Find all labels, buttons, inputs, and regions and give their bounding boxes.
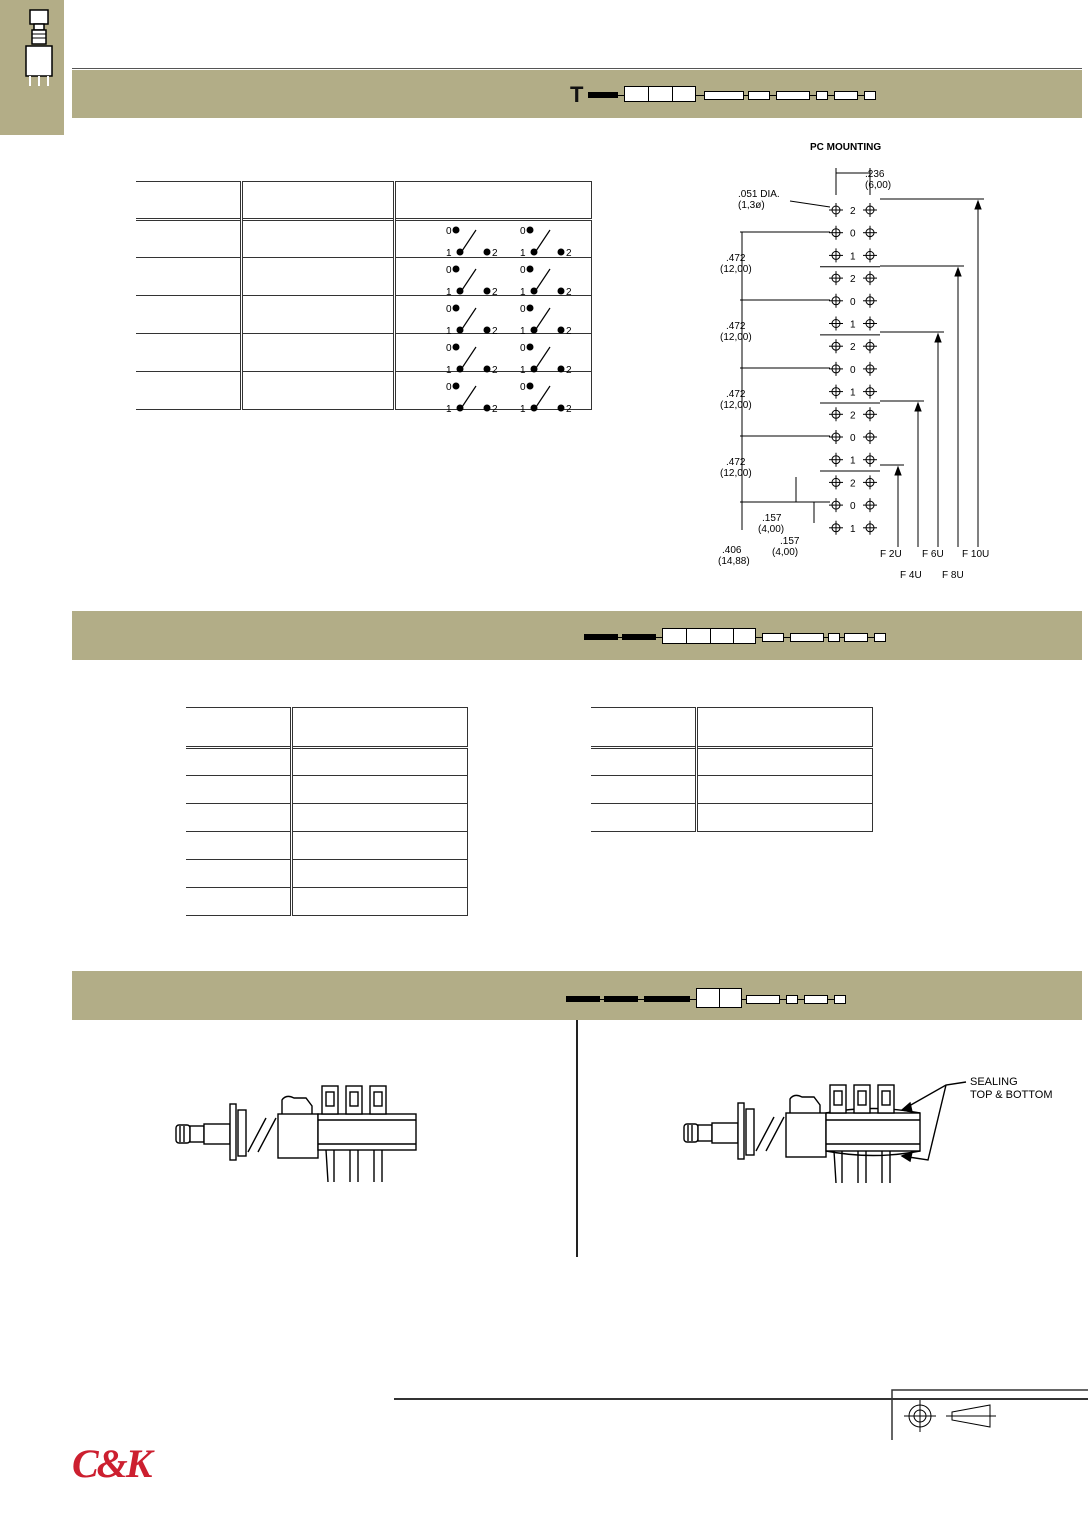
part-number-graphic-2: [584, 628, 894, 646]
pole-2-label: 2: [492, 404, 498, 415]
pin-label: 2: [850, 410, 856, 422]
f-label-10u: F 10U: [962, 549, 990, 560]
pole-0-label: 0: [520, 304, 526, 315]
table-row: [186, 888, 468, 916]
part-number-graphic-3: [566, 990, 856, 1008]
switch-arm: [462, 347, 476, 368]
pole-1-label: 1: [446, 365, 452, 376]
part-number-graphic-1: [570, 82, 890, 107]
contact-dot: [484, 366, 491, 373]
pin-label: 2: [850, 274, 856, 286]
pole-1-label: 1: [520, 365, 526, 376]
table-row: [186, 804, 468, 832]
dim-157-a-mm: (4,00): [758, 524, 785, 535]
pin-label: 0: [850, 296, 856, 308]
pin-label: 1: [850, 455, 856, 467]
dim-157-b: .157: [780, 536, 800, 547]
table-row: [591, 748, 873, 776]
contact-dot: [453, 344, 460, 351]
contact-dot: [558, 405, 565, 412]
dim-arrow: [895, 467, 901, 475]
pin-label: 2: [850, 342, 856, 354]
pin-label: 1: [850, 251, 856, 263]
contact-dot: [453, 227, 460, 234]
switch-arm: [536, 269, 550, 290]
dim-hole: .051 DIA.: [738, 189, 780, 200]
switch-arm: [462, 308, 476, 329]
pole-1-label: 1: [446, 287, 452, 298]
contact-dot: [531, 405, 538, 412]
pole-0-label: 0: [520, 226, 526, 237]
pin-label: 0: [850, 501, 856, 513]
table-row: [186, 860, 468, 888]
f-label-2u: F 2U: [880, 549, 902, 560]
contact-dot: [527, 305, 534, 312]
dim-157-b-mm: (4,00): [772, 547, 799, 558]
contact-dot: [457, 366, 464, 373]
column-divider: [576, 1020, 578, 1257]
switch-side-view-sealed: [680, 1060, 1088, 1190]
pole-1-label: 1: [520, 248, 526, 259]
contact-dot: [484, 405, 491, 412]
table-row: [186, 748, 468, 776]
pole-2-label: 2: [566, 287, 572, 298]
contact-dot: [527, 383, 534, 390]
pole-0-label: 0: [520, 343, 526, 354]
dim-arrow: [975, 201, 981, 209]
pole-1-label: 1: [520, 326, 526, 337]
pin-label: 0: [850, 364, 856, 376]
contact-dot: [558, 249, 565, 256]
pin-label: 0: [850, 228, 856, 240]
part-prefix: T: [570, 82, 584, 107]
dim-hole-mm: (1,3ø): [738, 200, 765, 211]
switch-arm: [536, 347, 550, 368]
contact-dot: [484, 249, 491, 256]
dim-pitch-mm: (6,00): [865, 180, 892, 191]
contact-dot: [457, 249, 464, 256]
table-row: [186, 776, 468, 804]
dim-472-d: .472: [726, 457, 746, 468]
pole-2-label: 2: [566, 326, 572, 337]
section-band-2: [72, 611, 1082, 660]
table-header-row: [591, 708, 873, 748]
contact-dot: [531, 327, 538, 334]
pole-2-label: 2: [492, 287, 498, 298]
table-header-row: [186, 708, 468, 748]
dim-arrow: [955, 268, 961, 276]
dim-472-a: .472: [726, 253, 746, 264]
pole-0-label: 0: [446, 343, 452, 354]
dim-157-a: .157: [762, 513, 782, 524]
f-label-6u: F 6U: [922, 549, 944, 560]
contact-dot: [484, 327, 491, 334]
table-row: [591, 804, 873, 832]
switch-side-view-unsealed: [170, 1080, 430, 1190]
contact-dot: [527, 227, 534, 234]
pole-2-label: 2: [492, 365, 498, 376]
contact-dot: [453, 383, 460, 390]
switch-schematics: [430, 220, 590, 416]
contact-dot: [453, 266, 460, 273]
pole-2-label: 2: [566, 248, 572, 259]
pc-mounting-title: PC MOUNTING: [810, 142, 882, 153]
dim-arrow: [915, 403, 921, 411]
f-label-8u: F 8U: [942, 570, 964, 581]
pushbutton-switch-icon: [14, 4, 60, 90]
pin-label: 1: [850, 319, 856, 331]
top-rule: [72, 68, 1082, 69]
pole-0-label: 0: [520, 265, 526, 276]
pole-0-label: 0: [446, 304, 452, 315]
pole-2-label: 2: [492, 248, 498, 259]
pin-label: 2: [850, 206, 856, 217]
table-row: [591, 776, 873, 804]
pin-label: 1: [850, 523, 856, 535]
contact-dot: [531, 249, 538, 256]
pole-2-label: 2: [566, 365, 572, 376]
contact-dot: [558, 366, 565, 373]
third-angle-projection-icon: [890, 1388, 1088, 1442]
pole-1-label: 1: [520, 404, 526, 415]
dim-406-mm: (14,88): [718, 556, 750, 567]
contact-dot: [531, 366, 538, 373]
contact-dot: [457, 288, 464, 295]
leader-line: [790, 201, 830, 207]
contact-dot: [453, 305, 460, 312]
pole-2-label: 2: [566, 404, 572, 415]
table-2-left: [186, 707, 468, 916]
switch-arm: [536, 230, 550, 251]
pin-label: 0: [850, 433, 856, 444]
sealing-label-2: TOP & BOTTOM: [970, 1089, 1053, 1101]
dim-406: .406: [722, 545, 742, 556]
dim-472-a-mm: (12,00): [720, 264, 752, 275]
pc-mounting-drawing: [700, 135, 1030, 585]
pole-0-label: 0: [520, 382, 526, 393]
dim-arrow: [935, 334, 941, 342]
dim-pitch: .236: [865, 169, 885, 180]
switch-arm: [536, 386, 550, 407]
dim-472-c-mm: (12,00): [720, 400, 752, 411]
contact-dot: [527, 344, 534, 351]
contact-dot: [484, 288, 491, 295]
switch-arm: [462, 386, 476, 407]
pin-label: 1: [850, 387, 856, 399]
switch-arm: [462, 230, 476, 251]
dim-472-b: .472: [726, 321, 746, 332]
pin-label: 2: [850, 478, 856, 490]
ck-logo: C&K: [72, 1441, 151, 1486]
pole-1-label: 1: [520, 287, 526, 298]
pole-0-label: 0: [446, 226, 452, 237]
pole-1-label: 1: [446, 404, 452, 415]
pole-1-label: 1: [446, 326, 452, 337]
contact-dot: [457, 405, 464, 412]
table-2-right: [591, 707, 873, 832]
switch-arm: [536, 308, 550, 329]
contact-dot: [457, 327, 464, 334]
f-label-4u: F 4U: [900, 570, 922, 581]
table-header-row: [136, 182, 592, 220]
switch-arm: [462, 269, 476, 290]
dim-472-b-mm: (12,00): [720, 332, 752, 343]
table-row: [186, 832, 468, 860]
pole-0-label: 0: [446, 265, 452, 276]
pole-1-label: 1: [446, 248, 452, 259]
contact-dot: [527, 266, 534, 273]
pole-2-label: 2: [492, 326, 498, 337]
contact-dot: [531, 288, 538, 295]
dim-472-c: .472: [726, 389, 746, 400]
dim-472-d-mm: (12,00): [720, 468, 752, 479]
sealing-label: SEALING: [970, 1076, 1018, 1088]
contact-dot: [558, 327, 565, 334]
footer-rule: [394, 1398, 1088, 1400]
contact-dot: [558, 288, 565, 295]
pole-0-label: 0: [446, 382, 452, 393]
